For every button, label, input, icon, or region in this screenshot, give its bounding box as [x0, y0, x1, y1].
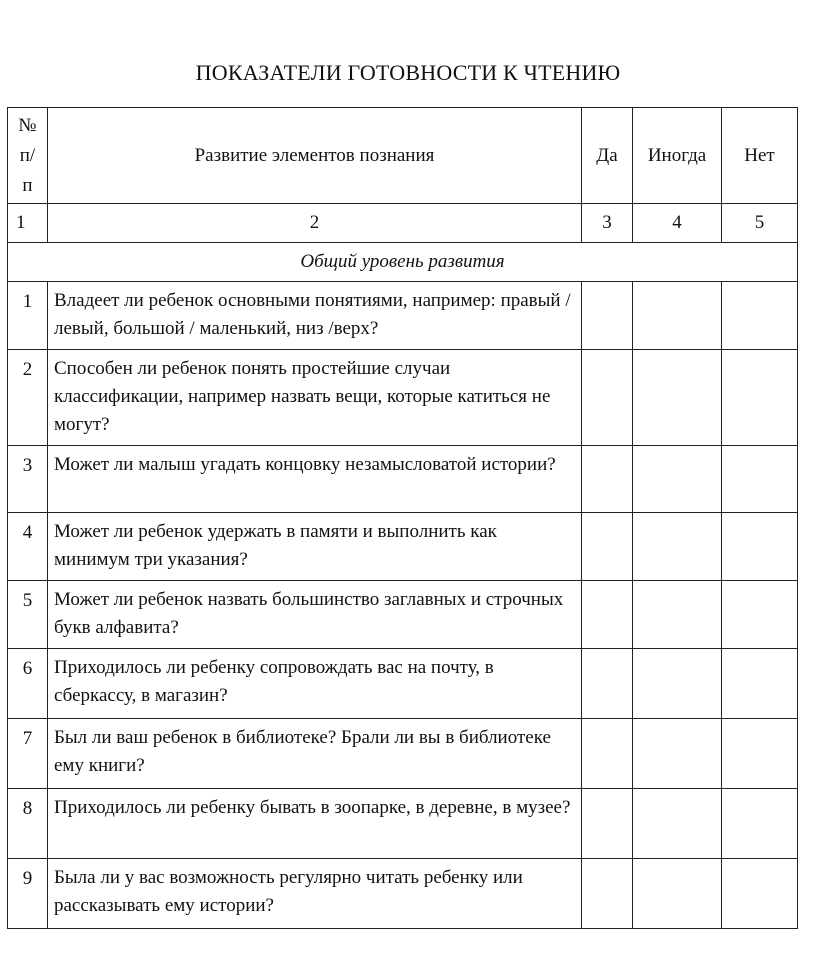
answer-sometimes-cell[interactable]: [633, 350, 722, 446]
answer-yes-cell[interactable]: [582, 446, 633, 513]
table-row: [8, 350, 798, 446]
table-row: [8, 513, 798, 581]
answer-no-cell[interactable]: [722, 350, 798, 446]
readiness-table: [7, 107, 798, 929]
answer-sometimes-cell[interactable]: [633, 282, 722, 350]
section-title: Общий уровень развития: [8, 243, 798, 282]
header-number-line: №: [18, 114, 37, 136]
table-row: [8, 581, 798, 649]
row-number: 7: [8, 719, 48, 789]
answer-sometimes-cell[interactable]: [633, 581, 722, 649]
header-number-line: п/: [19, 144, 36, 166]
row-question: Был ли ваш ребенок в библиотеке? Брали ли вы в библиотеке ему книги?: [48, 719, 582, 789]
answer-sometimes-cell[interactable]: [633, 446, 722, 513]
row-question: Приходилось ли ребенку бывать в зоопарке, в деревне, в музее?: [48, 789, 582, 859]
column-number: 2: [48, 204, 582, 243]
answer-no-cell[interactable]: [722, 719, 798, 789]
row-number: 8: [8, 789, 48, 859]
header-number-line: п: [22, 174, 33, 196]
row-number: 9: [8, 859, 48, 929]
answer-sometimes-cell[interactable]: [633, 719, 722, 789]
row-question: Владеет ли ребенок основными понятиями, например: правый /левый, большой / маленький, низ /верх?: [48, 282, 582, 350]
row-number: 3: [8, 446, 48, 513]
column-number-row: [8, 204, 798, 243]
table-row: [8, 446, 798, 513]
table-row: [8, 789, 798, 859]
header-row: [8, 108, 798, 204]
row-question: Была ли у вас возможность регулярно читать ребенку или рассказывать ему истории?: [48, 859, 582, 929]
answer-yes-cell[interactable]: [582, 649, 633, 719]
table-row: [8, 649, 798, 719]
table-row: [8, 859, 798, 929]
row-number: 4: [8, 513, 48, 581]
row-question: Приходилось ли ребенку сопровождать вас на почту, в сберкассу, в магазин?: [48, 649, 582, 719]
row-number: 2: [8, 350, 48, 446]
answer-sometimes-cell[interactable]: [633, 789, 722, 859]
answer-yes-cell[interactable]: [582, 581, 633, 649]
header-criterion: Развитие элементов познания: [48, 108, 582, 204]
answer-yes-cell[interactable]: [582, 859, 633, 929]
answer-sometimes-cell[interactable]: [633, 649, 722, 719]
document-title: ПОКАЗАТЕЛИ ГОТОВНОСТИ К ЧТЕНИЮ: [195, 60, 621, 85]
row-question: Способен ли ребенок понять простейшие случаи классификации, например назвать вещи, которые катиться не могут?: [48, 350, 582, 446]
section-row: [8, 243, 798, 282]
row-number: 5: [8, 581, 48, 649]
row-number: 1: [8, 282, 48, 350]
answer-sometimes-cell[interactable]: [633, 859, 722, 929]
column-number: 4: [633, 204, 722, 243]
table-row: [8, 282, 798, 350]
answer-no-cell[interactable]: [722, 446, 798, 513]
answer-no-cell[interactable]: [722, 789, 798, 859]
header-sometimes: Иногда: [633, 108, 722, 204]
answer-no-cell[interactable]: [722, 859, 798, 929]
header-yes: Да: [582, 108, 633, 204]
answer-no-cell[interactable]: [722, 282, 798, 350]
answer-no-cell[interactable]: [722, 513, 798, 581]
answer-yes-cell[interactable]: [582, 513, 633, 581]
row-question: Может ли ребенок удержать в памяти и выполнить как минимум три указания?: [48, 513, 582, 581]
answer-yes-cell[interactable]: [582, 282, 633, 350]
answer-yes-cell[interactable]: [582, 789, 633, 859]
column-number: 3: [582, 204, 633, 243]
answer-yes-cell[interactable]: [582, 350, 633, 446]
answer-yes-cell[interactable]: [582, 719, 633, 789]
row-question: Может ли малыш угадать концовку незамысловатой истории?: [48, 446, 582, 513]
answer-sometimes-cell[interactable]: [633, 513, 722, 581]
header-number: [8, 108, 48, 204]
header-no: Нет: [722, 108, 798, 204]
row-number: 6: [8, 649, 48, 719]
table-row: [8, 719, 798, 789]
answer-no-cell[interactable]: [722, 581, 798, 649]
row-question: Может ли ребенок назвать большинство заглавных и строчных букв алфавита?: [48, 581, 582, 649]
column-number: 1: [8, 204, 48, 243]
answer-no-cell[interactable]: [722, 649, 798, 719]
column-number: 5: [722, 204, 798, 243]
